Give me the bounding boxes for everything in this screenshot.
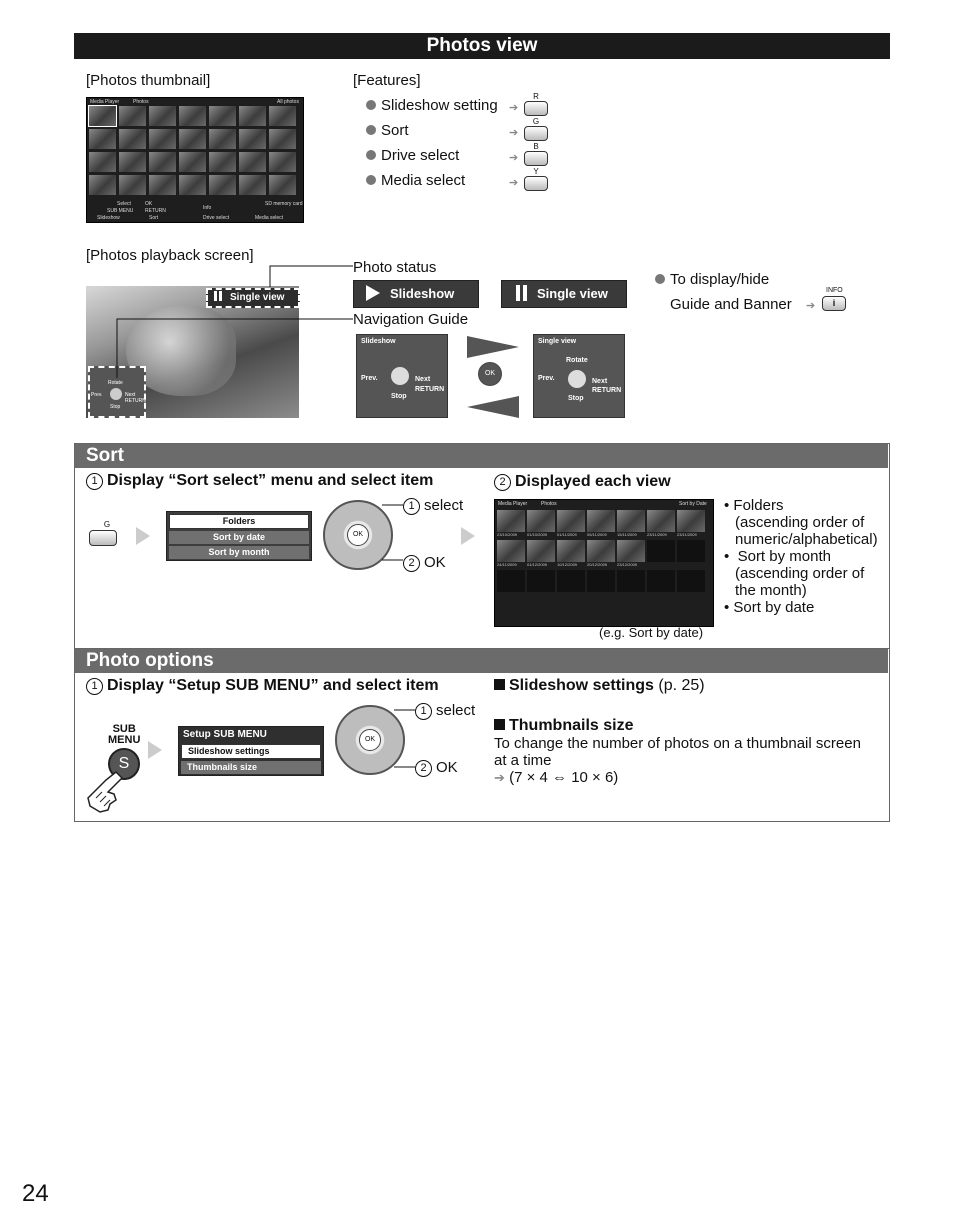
sample-thumbnail[interactable]	[527, 540, 555, 562]
arrow-icon: ➔	[806, 300, 816, 312]
photo-thumbnail[interactable]	[149, 175, 176, 195]
sample-thumbnail[interactable]	[497, 510, 525, 532]
sample-thumbnail[interactable]	[557, 570, 585, 592]
sample-thumbnail[interactable]	[647, 510, 675, 532]
sub-menu-button[interactable]: S	[108, 748, 140, 780]
photo-thumbnail[interactable]	[149, 152, 176, 172]
view-folders: • Folders	[724, 497, 784, 514]
photo-thumbnail[interactable]	[179, 129, 206, 149]
guide1-next: Next	[415, 376, 431, 383]
sort-select-callout: 1 select	[403, 497, 463, 515]
playback-label: [Photos playback screen]	[86, 247, 254, 264]
guide2-next: Next	[592, 378, 608, 385]
sample-date-label: 23/10/2009	[497, 532, 518, 537]
color-button-label: R	[533, 92, 539, 101]
pb-prev: Prev.	[91, 392, 103, 398]
arrow-icon: ➔	[509, 127, 519, 139]
photo-thumbnail[interactable]	[269, 106, 296, 126]
guide1-prev: Prev.	[361, 375, 378, 382]
navigation-guide-label: Navigation Guide	[353, 311, 469, 328]
guide1-dpad-icon	[391, 367, 409, 385]
photo-thumbnail[interactable]	[209, 129, 236, 149]
arrow-right-icon	[461, 527, 475, 545]
guide2-rotate: Rotate	[566, 357, 588, 364]
options-menu-item[interactable]: Thumbnails size	[181, 761, 321, 774]
photo-thumbnail[interactable]	[209, 152, 236, 172]
features-list	[366, 92, 566, 195]
page-number: 24	[22, 1180, 49, 1207]
pb-return: RETURN	[125, 398, 146, 404]
thumb-footer-sd: SD memory card	[265, 201, 303, 207]
sort-sample-screen	[494, 499, 714, 627]
callout-lines	[100, 260, 360, 390]
sample-thumbnail[interactable]	[647, 570, 675, 592]
color-button[interactable]	[524, 176, 548, 191]
play-icon	[366, 285, 380, 301]
sort-ok-button[interactable]: OK	[347, 524, 369, 546]
sample-date-label: 23/12/2009	[617, 562, 638, 567]
photo-thumbnail[interactable]	[239, 152, 266, 172]
feature-item: Drive select	[366, 147, 459, 164]
sort-select-menu	[166, 511, 312, 561]
photo-thumbnail[interactable]	[179, 175, 206, 195]
options-select-callout: 1 select	[415, 702, 475, 720]
options-step1: 1 Display “Setup SUB MENU” and select item	[86, 677, 439, 695]
status-slideshow	[353, 280, 479, 308]
sample-thumbnail[interactable]	[587, 510, 615, 532]
sample-thumbnail[interactable]	[557, 510, 585, 532]
playback-single-view: Single view	[230, 292, 285, 303]
g-button[interactable]	[89, 530, 117, 546]
color-button-label: Y	[533, 167, 539, 176]
sample-header-left: Media Player	[498, 501, 528, 507]
thumb-header-mid: Photos	[133, 99, 149, 105]
sample-date-label: 20/12/2009	[587, 562, 608, 567]
view-month-desc1: (ascending order of	[735, 565, 865, 582]
photo-thumbnail[interactable]	[179, 152, 206, 172]
sample-thumbnail[interactable]	[677, 570, 705, 592]
guide1-return: RETURN	[415, 386, 445, 393]
thumb-footer-submenu: SUB MENU	[107, 208, 134, 214]
color-button-label: G	[532, 117, 540, 126]
photo-thumbnail[interactable]	[89, 129, 116, 149]
sample-thumbnail[interactable]	[617, 540, 645, 562]
sort-caption: (e.g. Sort by date)	[599, 625, 704, 640]
sample-date-label: 23/11/2009	[677, 532, 697, 537]
sample-thumbnail[interactable]	[527, 510, 555, 532]
ok-button-icon: OK	[478, 362, 502, 386]
sample-date-label: 05/11/2009	[587, 532, 607, 537]
thumb-footer-media: Media select	[255, 215, 284, 221]
sample-thumbnail[interactable]	[677, 540, 705, 562]
sort-view-list	[724, 497, 878, 616]
arrow-icon: ➔	[509, 102, 519, 114]
pb-next: Next	[125, 392, 136, 398]
sample-thumbnail[interactable]	[527, 570, 555, 592]
feature-item: Media select	[366, 172, 465, 189]
color-button[interactable]	[524, 151, 548, 166]
arrow-left-icon	[467, 396, 519, 418]
sort-step1: 1 Display “Sort select” menu and select item	[86, 472, 433, 490]
options-ok-button[interactable]: OK	[359, 729, 381, 751]
feature-item: Sort	[366, 122, 409, 139]
sub-menu-label: SUB MENU	[108, 723, 141, 746]
arrow-icon: ➔	[494, 770, 505, 785]
sample-date-label: 01/10/2009	[527, 532, 548, 537]
guide1-stop: Stop	[391, 393, 407, 400]
sample-thumbnail[interactable]	[497, 540, 525, 562]
guide-slideshow-title: Slideshow	[361, 338, 396, 345]
g-button-label: G	[103, 520, 111, 529]
thumb-footer-info: Info	[203, 205, 212, 211]
guide-single-title: Single view	[538, 338, 577, 345]
sample-thumbnail[interactable]	[497, 570, 525, 592]
sample-header-right: Sort by Date	[679, 501, 707, 507]
display-hide-line2: Guide and Banner	[670, 296, 792, 313]
photo-thumbnail[interactable]	[179, 106, 206, 126]
thumb-header-left: Media Player	[90, 99, 120, 105]
sample-date-label: 24/11/2009	[497, 562, 517, 567]
pause-icon	[516, 285, 520, 301]
photo-status-label: Photo status	[353, 259, 437, 276]
sample-thumbnail[interactable]	[677, 510, 705, 532]
sample-thumbnail[interactable]	[647, 540, 675, 562]
sample-date-label: 23/11/2009	[647, 532, 667, 537]
sample-header-mid: Photos	[541, 501, 557, 507]
guide2-prev: Prev.	[538, 375, 555, 382]
photo-thumbnail[interactable]	[239, 106, 266, 126]
hand-pointer-icon	[86, 770, 134, 816]
sample-thumbnail[interactable]	[557, 540, 585, 562]
display-hide-line1: To display/hide	[655, 271, 769, 288]
square-bullet-icon	[494, 679, 505, 690]
sort-step2: 2 Displayed each view	[494, 473, 671, 491]
thumbnails-size-heading: Thumbnails size	[494, 717, 633, 735]
status-single-view	[501, 280, 627, 308]
pb-rotate: Rotate	[108, 380, 123, 386]
photo-thumbnail[interactable]	[89, 106, 116, 126]
photo-thumbnail[interactable]	[209, 175, 236, 195]
photo-thumbnail[interactable]	[269, 152, 296, 172]
color-button[interactable]	[524, 101, 548, 116]
thumbnail-grid	[89, 106, 301, 198]
view-folders-desc2: numeric/alphabetical)	[735, 531, 878, 548]
arrow-icon: ➔	[509, 177, 519, 189]
sample-thumbnail[interactable]	[617, 570, 645, 592]
guide-single-box	[533, 334, 625, 418]
sample-thumbnail[interactable]	[587, 540, 615, 562]
photo-thumbnail[interactable]	[269, 175, 296, 195]
setup-sub-menu-title: Setup SUB MENU	[183, 729, 267, 740]
arrow-right-icon	[467, 336, 519, 358]
sort-sample-grid	[497, 510, 711, 600]
thumbnail-label: [Photos thumbnail]	[86, 72, 211, 89]
thumb-footer-slideshow: Slideshow	[97, 215, 120, 221]
options-menu-item[interactable]: Slideshow settings	[181, 744, 321, 759]
sort-menu-item[interactable]: Sort by date	[169, 531, 309, 544]
photo-thumbnail[interactable]	[119, 152, 146, 172]
callout-photo-status	[270, 266, 353, 287]
sample-date-label: 10/12/2009	[557, 562, 578, 567]
arrow-right-icon	[148, 741, 162, 759]
view-date: • Sort by date	[724, 599, 815, 616]
feature-item: Slideshow setting	[366, 97, 498, 114]
thumb-header-right: All photos	[277, 99, 299, 105]
status-single-view-text: Single view	[537, 286, 608, 301]
guide2-return: RETURN	[592, 387, 622, 394]
view-folders-desc1: (ascending order of	[735, 514, 865, 531]
color-button[interactable]	[524, 126, 548, 141]
photo-thumbnail[interactable]	[269, 129, 296, 149]
sample-thumbnail[interactable]	[617, 510, 645, 532]
photo-thumbnail[interactable]	[239, 129, 266, 149]
slideshow-settings-heading: Slideshow settings (p. 25)	[494, 677, 705, 695]
thumb-footer-select: Select	[117, 201, 131, 207]
features-label: [Features]	[353, 72, 421, 89]
photo-thumbnail[interactable]	[149, 129, 176, 149]
photo-thumbnail[interactable]	[119, 175, 146, 195]
guide2-stop: Stop	[568, 395, 584, 402]
pb-stop: Stop	[110, 404, 121, 410]
setup-sub-menu	[178, 726, 324, 776]
photo-thumbnail[interactable]	[119, 106, 146, 126]
arrow-right-icon	[136, 527, 150, 545]
sort-menu-item[interactable]: Folders	[169, 514, 309, 529]
info-button[interactable]: i	[822, 296, 846, 311]
photo-thumbnail[interactable]	[149, 106, 176, 126]
photo-options-header: Photo options	[75, 649, 888, 673]
arrow-icon: ➔	[509, 152, 519, 164]
options-ok-callout: 2 OK	[415, 759, 458, 777]
thumb-footer-drive: Drive select	[203, 215, 230, 221]
color-button-label: B	[533, 142, 539, 151]
sort-header: Sort	[75, 444, 888, 468]
thumbnail-screen	[86, 97, 304, 223]
status-slideshow-text: Slideshow	[390, 286, 455, 301]
sample-thumbnail[interactable]	[587, 570, 615, 592]
sample-date-label: 01/11/2009	[557, 532, 577, 537]
sort-ok-callout: 2 OK	[403, 554, 446, 572]
sample-date-label: 15/11/2009	[617, 532, 637, 537]
info-button-label: INFO	[826, 287, 843, 294]
thumb-footer-sort: Sort	[149, 215, 159, 221]
photo-thumbnail[interactable]	[209, 106, 236, 126]
photo-thumbnail[interactable]	[89, 175, 116, 195]
square-bullet-icon	[494, 719, 505, 730]
thumb-footer-return: RETURN	[145, 208, 166, 214]
guide-slideshow-box	[356, 334, 448, 418]
photo-thumbnail[interactable]	[89, 152, 116, 172]
photo-thumbnail[interactable]	[239, 175, 266, 195]
photos-view-header: Photos view	[74, 33, 890, 59]
thumb-footer-ok: OK	[145, 201, 153, 207]
sample-date-label: 01/12/2009	[527, 562, 548, 567]
thumbnails-size-desc: To change the number of photos on a thumbnail screen at a time ➔ (7 × 4 ⇔ 10 × 6)	[494, 735, 861, 786]
sort-menu-item[interactable]: Sort by month	[169, 546, 309, 559]
view-month-desc2: the month)	[735, 582, 807, 599]
photo-thumbnail[interactable]	[119, 129, 146, 149]
guide2-dpad-icon	[568, 370, 586, 388]
view-month: • Sort by month	[724, 548, 831, 565]
callout-nav-guide	[117, 319, 353, 378]
